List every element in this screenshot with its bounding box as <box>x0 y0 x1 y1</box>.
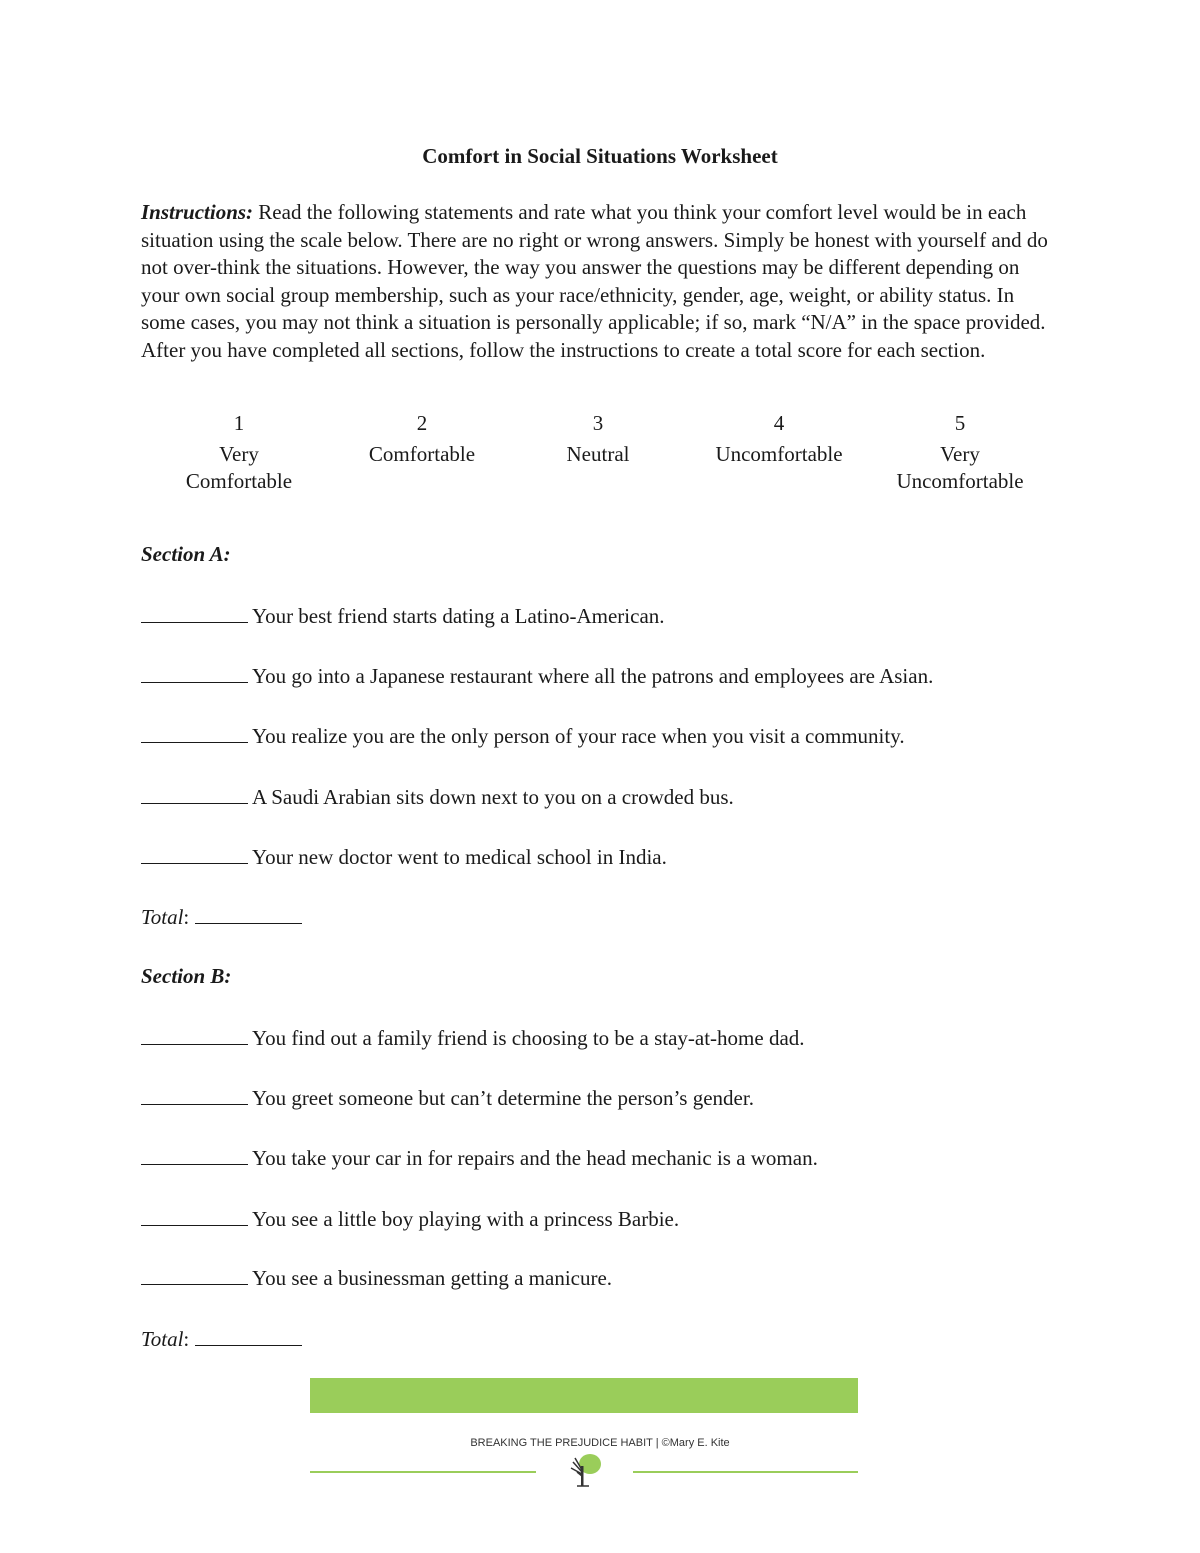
scale-label-line2: Uncomfortable <box>896 469 1024 493</box>
statement-text: You greet someone but can’t determine the person’s gender. <box>252 1086 754 1110</box>
section-b-item <box>141 1205 679 1232</box>
section-a-title: Section A: <box>141 542 231 566</box>
total-blank[interactable] <box>195 903 302 924</box>
scale-label-line1: Comfortable <box>368 442 476 466</box>
scale-label-line1: Very <box>940 442 980 466</box>
statement-text: You go into a Japanese restaurant where all the patrons and employees are Asian. <box>252 664 934 688</box>
statement-text: You find out a family friend is choosing to be a stay-at-home dad. <box>252 1026 805 1050</box>
answer-blank[interactable] <box>141 1144 248 1165</box>
scale-label-line1: Uncomfortable <box>715 442 843 466</box>
scale-label-line1: Very <box>219 442 259 466</box>
scale-number: 4 <box>773 411 785 435</box>
scale-number: 1 <box>233 411 245 435</box>
answer-blank[interactable] <box>141 722 248 743</box>
section-a-item <box>141 602 665 629</box>
scale-label-line1: Neutral <box>566 442 630 466</box>
scale-label-line2: Comfortable <box>185 469 293 493</box>
statement-text: Your best friend starts dating a Latino-American. <box>252 604 665 628</box>
section-a-item <box>141 662 933 689</box>
section-b-title: Section B: <box>141 964 232 988</box>
statement-text: You see a little boy playing with a princess Barbie. <box>252 1207 680 1231</box>
total-colon: : <box>183 905 190 929</box>
section-a-total <box>141 903 306 930</box>
statement-text: A Saudi Arabian sits down next to you on a crowded bus. <box>252 785 734 809</box>
section-b-item <box>141 1024 805 1051</box>
total-label: Total <box>141 1327 184 1351</box>
instructions-body: Read the following statements and rate what you think your comfort level would be in each situation using the scale below. There are no right or wrong answers. Simply be honest with yourself and do not over-think the situations. However, the way you answer the questions may be different depending on your own social group membership, such as your race/ethnicity, gender, age, weight, or ability status. In some cases, you may not think a situation is personally applicable; if so, mark “N/A” in the space provided. After you have completed all sections, follow the instructions to create a total score for each section. <box>141 200 1048 362</box>
section-b-total <box>141 1325 306 1352</box>
footer-divider-right <box>633 1471 858 1473</box>
page-title: Comfort in Social Situations Worksheet <box>422 144 778 168</box>
answer-blank[interactable] <box>141 662 248 683</box>
section-b-item <box>141 1264 612 1291</box>
section-b-item <box>141 1084 754 1111</box>
answer-blank[interactable] <box>141 783 248 804</box>
section-a-item <box>141 783 734 810</box>
answer-blank[interactable] <box>141 1024 248 1045</box>
section-a-item <box>141 722 905 749</box>
section-a-item <box>141 843 667 870</box>
scale-number: 3 <box>592 411 604 435</box>
total-label: Total <box>141 905 184 929</box>
instructions-lead: Instructions: <box>141 200 254 224</box>
footer-divider-left <box>310 1471 536 1473</box>
footer-accent-bar <box>310 1378 858 1413</box>
answer-blank[interactable] <box>141 1084 248 1105</box>
answer-blank[interactable] <box>141 1205 248 1226</box>
statement-text: You see a businessman getting a manicure. <box>252 1266 613 1290</box>
scale-number: 2 <box>416 411 428 435</box>
statement-text: Your new doctor went to medical school in India. <box>252 845 667 869</box>
scale-option-5 <box>850 410 1070 495</box>
total-colon: : <box>183 1327 190 1351</box>
answer-blank[interactable] <box>141 843 248 864</box>
instructions-paragraph <box>141 199 1061 365</box>
answer-blank[interactable] <box>141 602 248 623</box>
section-b-item <box>141 1144 818 1171</box>
footer-credit: BREAKING THE PREJUDICE HABIT | ©Mary E. Kite <box>470 1437 730 1449</box>
tree-icon <box>565 1452 605 1488</box>
total-blank[interactable] <box>195 1325 302 1346</box>
statement-text: You realize you are the only person of your race when you visit a community. <box>252 724 905 748</box>
statement-text: You take your car in for repairs and the head mechanic is a woman. <box>252 1146 818 1170</box>
answer-blank[interactable] <box>141 1264 248 1285</box>
scale-number: 5 <box>954 411 966 435</box>
